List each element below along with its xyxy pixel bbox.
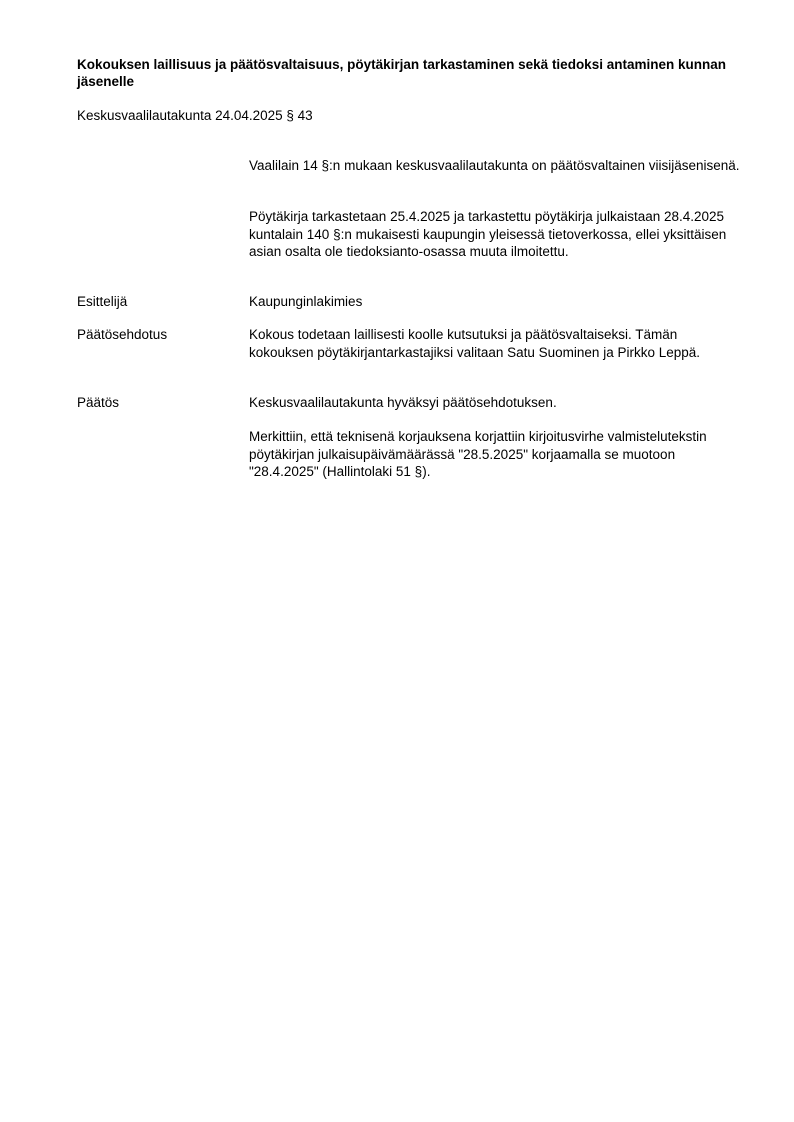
intro-paragraph-quorum: Vaalilain 14 §:n mukaan keskusvaalilautakunta on päätösvaltainen viisijäsenisenä. bbox=[249, 158, 740, 173]
decision-value: Keskusvaalilautakunta hyväksyi päätösehdotuksen. bbox=[249, 395, 557, 410]
decision-correction-note: Merkittiin, että teknisenä korjauksena korjattiin kirjoitusvirhe valmistelutekstin pöytäkirjan julkaisupäivämäärässä "28.5.2025" korjaamalla se muotoon "28.4.2025" (Hallintolaki 51 §). bbox=[249, 429, 707, 479]
meeting-reference: Keskusvaalilautakunta 24.04.2025 § 43 bbox=[77, 108, 313, 123]
page-title: Kokouksen laillisuus ja päätösvaltaisuus, pöytäkirjan tarkastaminen sekä tiedoksi antaminen kunnan jäsenelle bbox=[77, 57, 726, 89]
proposal-label: Päätösehdotus bbox=[77, 327, 168, 342]
intro-paragraph-minutes-review: Pöytäkirja tarkastetaan 25.4.2025 ja tarkastettu pöytäkirja julkaistaan 28.4.2025 kuntalain 140 §:n mukaisesti kaupungin yleisessä tietoverkossa, ellei yksittäisen asian osalta ole tiedoksianto-osassa muuta ilmoitettu. bbox=[249, 209, 727, 259]
decision-label: Päätös bbox=[77, 395, 120, 410]
presenter-value: Kaupunginlakimies bbox=[249, 294, 363, 309]
presenter-label: Esittelijä bbox=[77, 294, 128, 309]
proposal-value: Kokous todetaan laillisesti koolle kutsutuksi ja päätösvaltaiseksi. Tämän kokouksen pöytäkirjantarkastajiksi valitaan Satu Suominen ja Pirkko Leppä. bbox=[249, 327, 700, 360]
